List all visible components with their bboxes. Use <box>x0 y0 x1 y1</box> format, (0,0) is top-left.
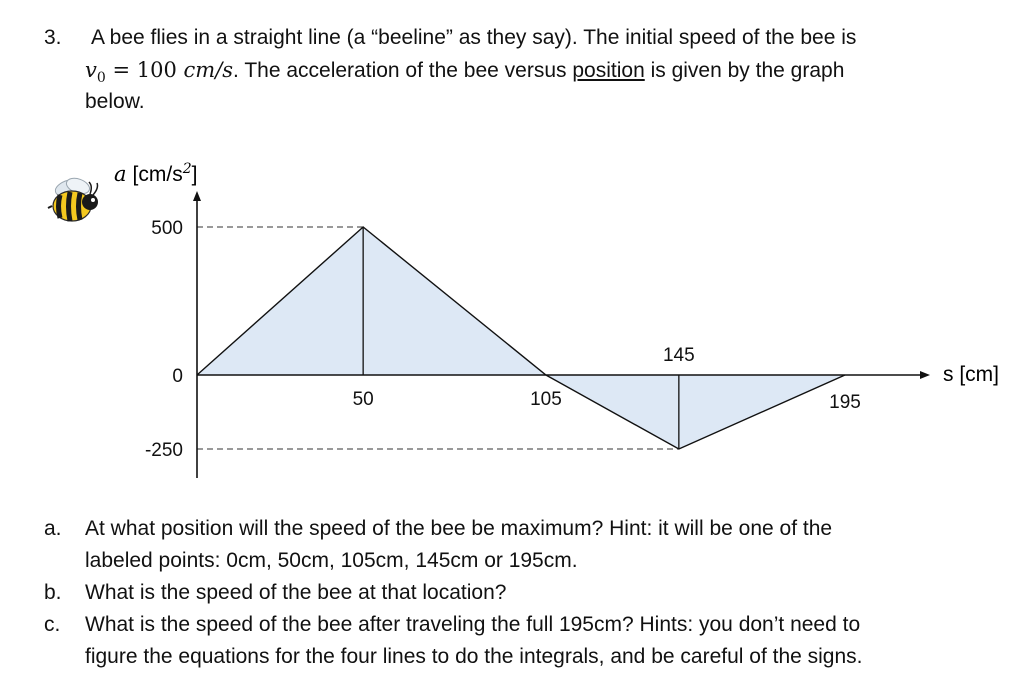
y-tick-label: 500 <box>151 218 183 239</box>
x-tick-label: 195 <box>829 392 861 413</box>
x-axis-label: s [cm] <box>943 363 999 386</box>
question-c-label: c. <box>44 613 61 636</box>
question-a-label: a. <box>44 517 62 540</box>
v0-symbol: v <box>85 58 97 82</box>
question-c-line-1: What is the speed of the bee after traveling the full 195cm? Hints: you don’t need to <box>85 613 861 636</box>
y-axis-symbol: a <box>114 162 127 186</box>
question-c-line-2: figure the equations for the four lines to do the integrals, and be careful of the signs. <box>85 645 863 668</box>
y-axis-label <box>114 161 197 186</box>
question-b-line-1: What is the speed of the bee at that location? <box>85 581 507 604</box>
question-a-line-1: At what position will the speed of the bee be maximum? Hint: it will be one of the <box>85 517 833 540</box>
v0-units: cm/s <box>183 58 234 82</box>
x-tick-label: 105 <box>530 389 562 410</box>
problem-line-2-end: is given by the graph <box>644 59 845 82</box>
x-tick-label: 50 <box>352 389 374 410</box>
problem-number: 3. <box>44 26 62 49</box>
position-underlined: position <box>572 59 645 82</box>
question-b-label: b. <box>44 581 62 604</box>
v0-subscript: 0 <box>96 70 106 87</box>
v0-equals: = 100 <box>105 58 184 82</box>
question-a-line-2: labeled points: 0cm, 50cm, 105cm, 145cm or 195cm. <box>85 549 578 572</box>
y-axis-exponent: 2 <box>182 161 192 177</box>
y-axis-close: ] <box>191 163 198 186</box>
problem-line-2-text: . The acceleration of the bee versus <box>233 59 573 82</box>
area-fill <box>197 227 845 449</box>
y-axis-units: [cm/s <box>132 163 183 186</box>
problem-line-1: A bee flies in a straight line (a “beeline” as they say). The initial speed of the bee is <box>91 26 857 49</box>
y-tick-label: 0 <box>172 366 183 387</box>
problem-line-3: below. <box>85 90 145 113</box>
x-tick-label: 145 <box>662 345 695 366</box>
y-tick-label: -250 <box>144 440 183 461</box>
